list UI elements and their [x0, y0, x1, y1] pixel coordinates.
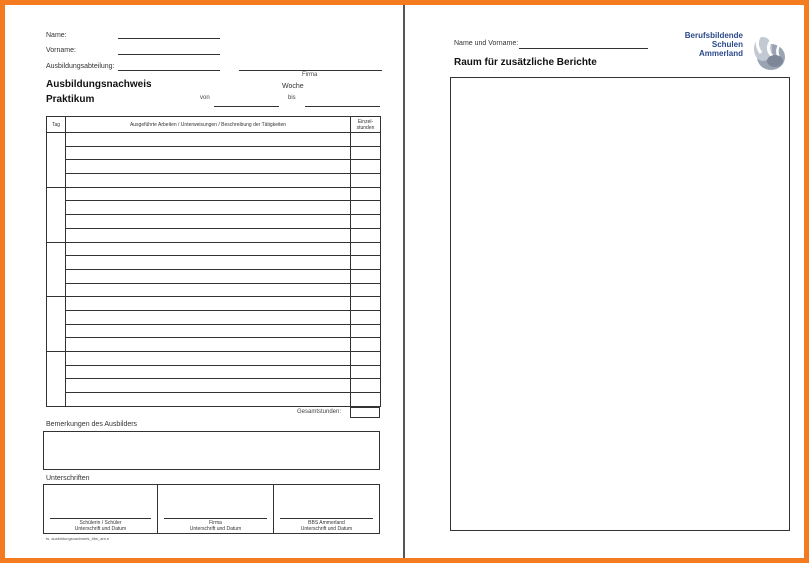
- total-hours-label: Gesamtstunden:: [297, 409, 342, 415]
- school-name-line1: Berufsbildende: [684, 31, 743, 40]
- description-cell[interactable]: [66, 146, 351, 160]
- description-cell[interactable]: [66, 201, 351, 215]
- hours-cell[interactable]: [351, 297, 381, 311]
- abteilung-label: Ausbildungsabteilung:: [46, 63, 115, 70]
- description-cell[interactable]: [66, 215, 351, 229]
- table-row: [47, 187, 381, 201]
- bis-line[interactable]: [305, 106, 380, 107]
- description-cell[interactable]: [66, 352, 351, 366]
- signature-role: BBS Ammerland: [308, 520, 345, 526]
- description-cell[interactable]: [66, 174, 351, 188]
- description-cell[interactable]: [66, 256, 351, 270]
- hours-cell[interactable]: [351, 187, 381, 201]
- hours-cell[interactable]: [351, 283, 381, 297]
- unterschriften-label: Unterschriften: [46, 475, 90, 482]
- hours-cell[interactable]: [351, 365, 381, 379]
- table-row: [47, 160, 381, 174]
- table-row: [47, 379, 381, 393]
- school-name-line2: Schulen: [711, 40, 743, 49]
- hours-cell[interactable]: [351, 215, 381, 229]
- hours-cell[interactable]: [351, 146, 381, 160]
- table-row: [47, 365, 381, 379]
- table-row: [47, 269, 381, 283]
- col-header-hours: Einzel-stunden: [351, 117, 381, 133]
- description-cell[interactable]: [66, 338, 351, 352]
- col-header-description: Ausgeführte Arbeiten / Unterweisungen / Beschreibung der Tätigkeiten: [66, 117, 351, 133]
- hours-cell[interactable]: [351, 256, 381, 270]
- total-hours-cell[interactable]: [350, 407, 380, 418]
- hours-cell[interactable]: [351, 338, 381, 352]
- name-vorname-line[interactable]: [519, 48, 648, 49]
- signature-line: [164, 518, 267, 519]
- table-row: [47, 242, 381, 256]
- table-row: [47, 228, 381, 242]
- signature-company[interactable]: [157, 484, 274, 534]
- description-cell[interactable]: [66, 133, 351, 147]
- description-cell[interactable]: [66, 242, 351, 256]
- description-cell[interactable]: [66, 283, 351, 297]
- signature-line: [280, 518, 373, 519]
- col-header-tag: Tag: [47, 117, 66, 133]
- document-page: [5, 5, 804, 558]
- day-cell[interactable]: [47, 187, 66, 242]
- page-divider: [403, 5, 405, 558]
- signature-role: Firma: [209, 520, 222, 526]
- abteilung-line[interactable]: [118, 70, 220, 71]
- table-row: [47, 256, 381, 270]
- description-cell[interactable]: [66, 160, 351, 174]
- description-cell[interactable]: [66, 187, 351, 201]
- description-cell[interactable]: [66, 310, 351, 324]
- form-title: Ausbildungsnachweis: [46, 79, 152, 90]
- hours-cell[interactable]: [351, 393, 381, 407]
- table-row: [47, 310, 381, 324]
- table-row: [47, 174, 381, 188]
- signature-note: Unterschrift und Datum: [300, 526, 353, 532]
- hours-cell[interactable]: [351, 133, 381, 147]
- signature-note: Unterschrift und Datum: [189, 526, 242, 532]
- von-line[interactable]: [214, 106, 279, 107]
- table-row: [47, 338, 381, 352]
- day-cell[interactable]: [47, 352, 66, 407]
- hours-cell[interactable]: [351, 201, 381, 215]
- description-cell[interactable]: [66, 379, 351, 393]
- activity-table: [46, 116, 381, 407]
- extra-reports-area[interactable]: [450, 77, 790, 531]
- hours-cell[interactable]: [351, 242, 381, 256]
- description-cell[interactable]: [66, 228, 351, 242]
- footer-note: ts. ausbildungsnachweis_bbs_am.e: [46, 536, 110, 541]
- hours-cell[interactable]: [351, 310, 381, 324]
- hours-cell[interactable]: [351, 324, 381, 338]
- extra-reports-title: Raum für zusätzliche Berichte: [454, 57, 597, 68]
- table-row: [47, 133, 381, 147]
- table-row: [47, 201, 381, 215]
- bemerkungen-label: Bemerkungen des Ausbilders: [46, 421, 138, 428]
- table-row: [47, 324, 381, 338]
- description-cell[interactable]: [66, 365, 351, 379]
- bemerkungen-box[interactable]: [43, 431, 380, 470]
- description-cell[interactable]: [66, 324, 351, 338]
- hours-cell[interactable]: [351, 352, 381, 366]
- table-row: [47, 283, 381, 297]
- table-row: [47, 297, 381, 311]
- signature-line: [50, 518, 151, 519]
- school-name: [665, 31, 743, 58]
- name-line[interactable]: [118, 38, 220, 39]
- firma-line[interactable]: [239, 70, 382, 71]
- hours-cell[interactable]: [351, 174, 381, 188]
- signature-student[interactable]: [43, 484, 158, 534]
- day-cell[interactable]: [47, 297, 66, 352]
- woche-label: Woche: [282, 83, 304, 90]
- bis-label: bis: [288, 95, 296, 101]
- table-row: [47, 352, 381, 366]
- hours-cell[interactable]: [351, 269, 381, 283]
- von-label: von: [200, 95, 210, 101]
- hours-cell[interactable]: [351, 160, 381, 174]
- day-cell[interactable]: [47, 133, 66, 188]
- signature-school[interactable]: [273, 484, 380, 534]
- signature-role: Schülerin / Schüler: [79, 520, 122, 526]
- school-name-line3: Ammerland: [698, 49, 743, 58]
- name-label: Name:: [46, 32, 67, 39]
- description-cell[interactable]: [66, 393, 351, 407]
- vorname-label: Vorname:: [46, 47, 76, 54]
- table-row: [47, 146, 381, 160]
- signature-note: Unterschrift und Datum: [74, 526, 127, 532]
- firma-label: Firma: [302, 72, 318, 78]
- hours-cell[interactable]: [351, 379, 381, 393]
- day-cell[interactable]: [47, 242, 66, 297]
- school-logo-icon: [749, 31, 789, 71]
- name-vorname-label: Name und Vorname:: [454, 40, 519, 47]
- table-row: [47, 215, 381, 229]
- hours-cell[interactable]: [351, 228, 381, 242]
- table-row: [47, 393, 381, 407]
- description-cell[interactable]: [66, 269, 351, 283]
- description-cell[interactable]: [66, 297, 351, 311]
- vorname-line[interactable]: [118, 54, 220, 55]
- form-subtitle: Praktikum: [46, 94, 95, 105]
